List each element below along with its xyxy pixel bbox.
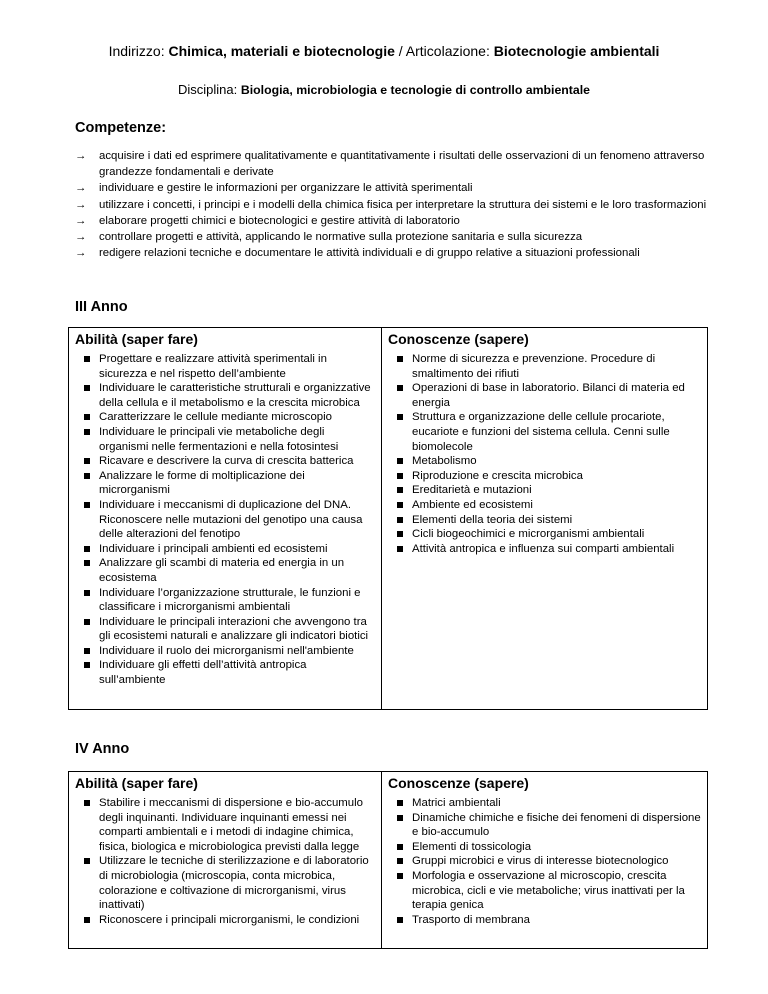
conoscenza-item: Elementi della teoria dei sistemi [412, 513, 701, 528]
conoscenza-item: Trasporto di membrana [412, 913, 701, 928]
competenza-item [75, 148, 715, 180]
abilita-item: Progettare e realizzare attività sperimentali in sicurezza e nel rispetto dell’ambiente [99, 352, 375, 381]
conoscenza-item: Gruppi microbici e virus di interesse biotecnologico [412, 854, 701, 869]
arrow-icon: → [75, 182, 87, 195]
abilita-item: Individuare i meccanismi di duplicazione del DNA. Riconoscere nelle mutazioni del genotipo una causa delle alterazioni del fenotipo [99, 498, 375, 542]
articolazione-value: Biotecnologie ambientali [493, 43, 660, 59]
competenze-list [75, 148, 715, 261]
abilita-item: Ricavare e descrivere la curva di crescita batterica [99, 454, 375, 469]
indirizzo-label: Indirizzo: [108, 43, 169, 59]
conoscenza-item: Dinamiche chimiche e fisiche dei fenomeni di dispersione e bio-accumulo [412, 811, 701, 839]
header-separator: / [394, 43, 406, 59]
page-header [0, 43, 768, 59]
anno3-abilita-list [69, 351, 381, 690]
arrow-icon: → [75, 231, 87, 244]
abilita-item: Caratterizzare le cellule mediante microscopio [99, 410, 375, 425]
anno3-table [68, 327, 708, 710]
abilita-item: Individuare le principali interazioni che avvengono tra gli ecosistemi naturali e analizzare gli indicatori biotici [99, 615, 375, 644]
competenza-item [75, 245, 715, 261]
competenza-item [75, 197, 715, 213]
conoscenza-item: Norme di sicurezza e prevenzione. Procedure di smaltimento dei rifiuti [412, 352, 701, 381]
anno3-conoscenze-cell [382, 328, 708, 710]
arrow-icon: → [75, 150, 87, 162]
anno4-table [68, 771, 708, 949]
conoscenza-item: Metabolismo [412, 454, 701, 469]
disciplina-label: Disciplina: [178, 82, 241, 97]
conoscenza-item: Ambiente ed ecosistemi [412, 498, 701, 513]
conoscenza-item: Matrici ambientali [412, 796, 701, 811]
conoscenza-item: Operazioni di base in laboratorio. Bilanci di materia ed energia [412, 381, 701, 410]
conoscenza-item: Riproduzione e crescita microbica [412, 469, 701, 484]
competenza-text: controllare progetti e attività, applicando le normative sulla protezione sanitaria e sulla sicurezza [99, 231, 583, 244]
conoscenza-item: Morfologia e osservazione al microscopio, crescita microbica, cicli e vie metaboliche; virus inattivati per la terapia genica [412, 869, 701, 913]
anno4-conoscenze-header: Conoscenze (sapere) [388, 775, 529, 791]
competenza-text: redigere relazioni tecniche e documentare le attività individuali e di gruppo relative a situazioni professionali [99, 247, 640, 260]
abilita-item: Individuare le principali vie metaboliche degli organismi nelle fermentazioni e nella fotosintesi [99, 425, 375, 454]
competenza-item [75, 213, 715, 229]
anno3-abilita-header: Abilità (saper fare) [75, 331, 198, 347]
anno4-conoscenze-list [382, 795, 707, 929]
conoscenza-item: Ereditarietà e mutazioni [412, 483, 701, 498]
conoscenza-item: Elementi di tossicologia [412, 840, 701, 855]
competenza-text: acquisire i dati ed esprimere qualitativamente e quantitativamente i risultati delle osservazioni di un fenomeno attraverso grandezze fondamentali e derivate [99, 150, 705, 179]
articolazione-label: Articolazione: [405, 43, 494, 59]
abilita-item: Utilizzare le tecniche di sterilizzazione e di laboratorio di microbiologia (microscopia, conta microbica, colorazione e coltivazione di microrganismi, virus inattivati) [99, 854, 375, 912]
competenze-title: Competenze: [75, 120, 167, 136]
conoscenza-item: Struttura e organizzazione delle cellule procariote, eucariote e funzioni del sistema cellula. Cenni sulle biomolecole [412, 410, 701, 454]
disciplina-value: Biologia, microbiologia e tecnologie di controllo ambientale [240, 83, 590, 97]
conoscenza-item: Attività antropica e influenza sui comparti ambientali [412, 542, 701, 557]
anno3-conoscenze-header: Conoscenze (sapere) [388, 331, 529, 347]
anno3-title: III Anno [75, 299, 128, 315]
competenza-text: utilizzare i concetti, i principi e i modelli della chimica fisica per interpretare la struttura dei sistemi e le loro trasformazioni [99, 198, 707, 211]
abilita-item: Individuare i principali ambienti ed ecosistemi [99, 542, 375, 557]
abilita-item: Individuare il ruolo dei microrganismi nell'ambiente [99, 644, 375, 659]
anno4-abilita-cell [69, 772, 382, 949]
indirizzo-value: Chimica, materiali e biotecnologie [168, 43, 395, 59]
conoscenza-item: Cicli biogeochimici e microrganismi ambientali [412, 527, 701, 542]
abilita-item: Riconoscere i principali microrganismi, le condizioni [99, 913, 375, 928]
abilita-item: Analizzare le forme di moltiplicazione dei microrganismi [99, 469, 375, 498]
anno3-abilita-cell [69, 328, 382, 710]
abilita-item: Analizzare gli scambi di materia ed energia in un ecosistema [99, 556, 375, 585]
anno4-conoscenze-cell [382, 772, 708, 949]
arrow-icon: → [75, 247, 87, 260]
anno4-title: IV Anno [75, 741, 130, 757]
competenza-text: individuare e gestire le informazioni per organizzare le attività sperimentali [99, 182, 473, 195]
anno4-abilita-header: Abilità (saper fare) [75, 775, 198, 791]
abilita-item: Stabilire i meccanismi di dispersione e bio-accumulo degli inquinanti. Individuare inquinanti emessi nei comparti ambientali e i metodi di indagine chimica, fisica, biologica e microbiologica previsti dalla legge [99, 796, 375, 854]
disciplina-line [0, 82, 768, 97]
competenza-item [75, 180, 715, 196]
abilita-item: Individuare gli effetti dell’attività antropica sull’ambiente [99, 658, 375, 687]
anno3-conoscenze-list [382, 351, 707, 558]
abilita-item: Individuare le caratteristiche strutturali e organizzative della cellula e il metabolismo e la crescita microbica [99, 381, 375, 410]
competenza-item [75, 229, 715, 245]
arrow-icon: → [75, 198, 87, 211]
arrow-icon: → [75, 214, 87, 227]
anno4-abilita-list [69, 795, 381, 929]
competenza-text: elaborare progetti chimici e biotecnologici e gestire attività di laboratorio [99, 214, 460, 227]
abilita-item: Individuare l’organizzazione strutturale, le funzioni e classificare i microrganismi ambientali [99, 586, 375, 615]
